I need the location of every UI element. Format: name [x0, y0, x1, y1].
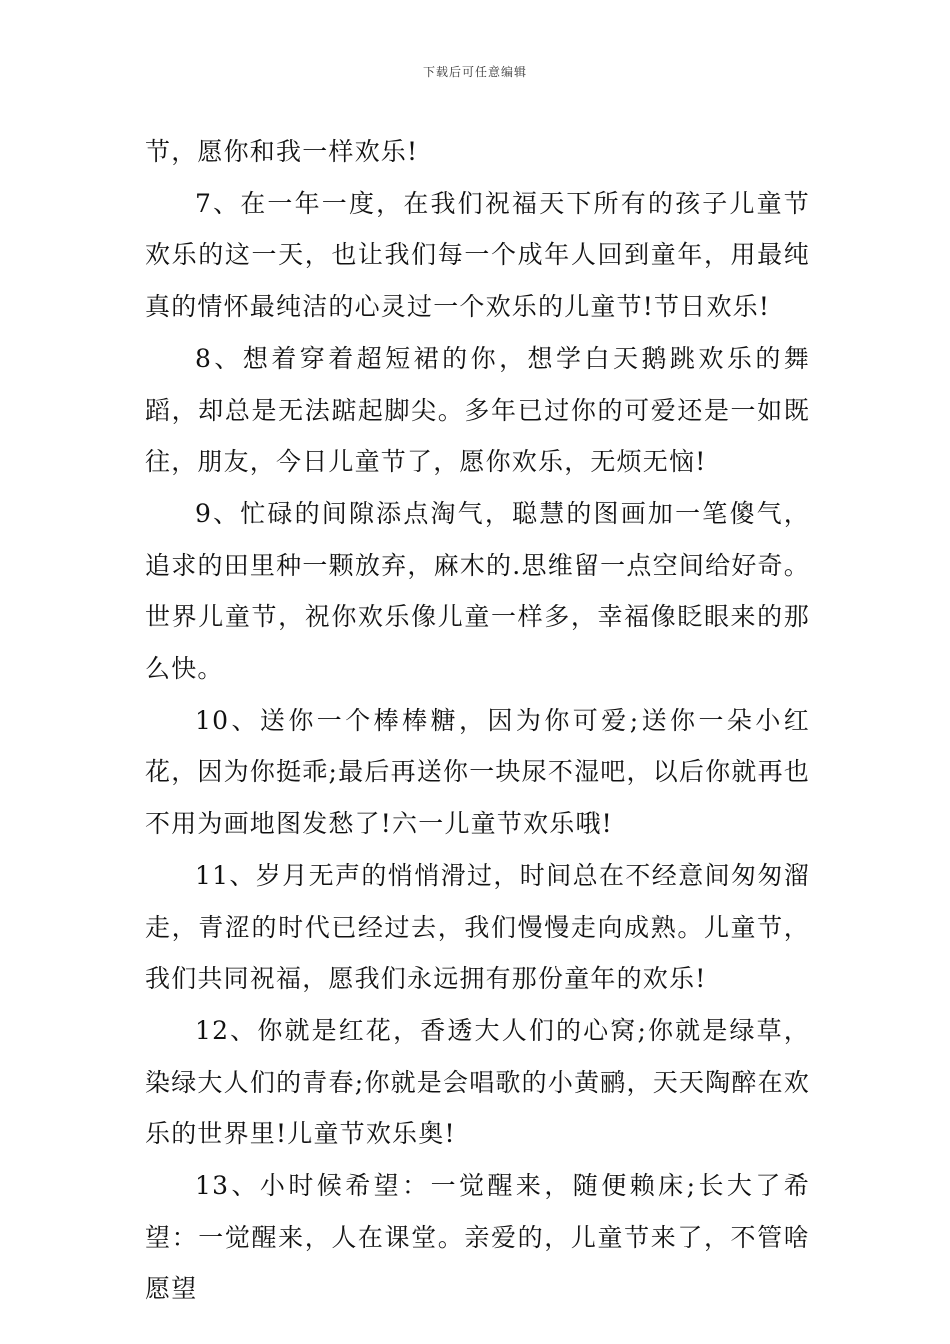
- paragraph-7: 7、在一年一度，在我们祝福天下所有的孩子儿童节欢乐的这一天，也让我们每一个成年人回到童年，用最纯真的情怀最纯洁的心灵过一个欢乐的儿童节!节日欢乐!: [145, 188, 810, 322]
- paragraph-10: 10、送你一个棒棒糖，因为你可爱;送你一朵小红花，因为你挺乖;最后再送你一块尿不湿吧，以后你就再也不用为画地图发愁了!六一儿童节欢乐哦!: [145, 705, 810, 839]
- paragraph-11: 11、岁月无声的悄悄滑过，时间总在不经意间匆匆溜走，青涩的时代已经过去，我们慢慢走向成熟。儿童节，我们共同祝福，愿我们永远拥有那份童年的欢乐!: [145, 860, 810, 994]
- paragraph-9: 9、忙碌的间隙添点淘气，聪慧的图画加一笔傻气，追求的田里种一颗放弃，麻木的.思维留一点空间给好奇。世界儿童节，祝你欢乐像儿童一样多，幸福像眨眼来的那么快。: [145, 498, 810, 684]
- page-header: 下载后可任意编辑: [422, 65, 527, 79]
- paragraph-12: 12、你就是红花，香透大人们的心窝;你就是绿草，染绿大人们的青春;你就是会唱歌的小黄鹂，天天陶醉在欢乐的世界里!儿童节欢乐奥!: [145, 1015, 810, 1149]
- paragraph-8: 8、想着穿着超短裙的你，想学白天鹅跳欢乐的舞蹈，却总是无法踮起脚尖。多年已过你的可爱还是一如既往，朋友，今日儿童节了，愿你欢乐，无烦无恼!: [145, 343, 810, 477]
- document-body: [145, 126, 810, 1315]
- paragraph-13: 13、小时候希望：一觉醒来，随便赖床;长大了希望：一觉醒来，人在课堂。亲爱的，儿童节来了，不管啥愿望: [145, 1171, 810, 1304]
- paragraph-continued: 节，愿你和我一样欢乐!: [145, 137, 419, 166]
